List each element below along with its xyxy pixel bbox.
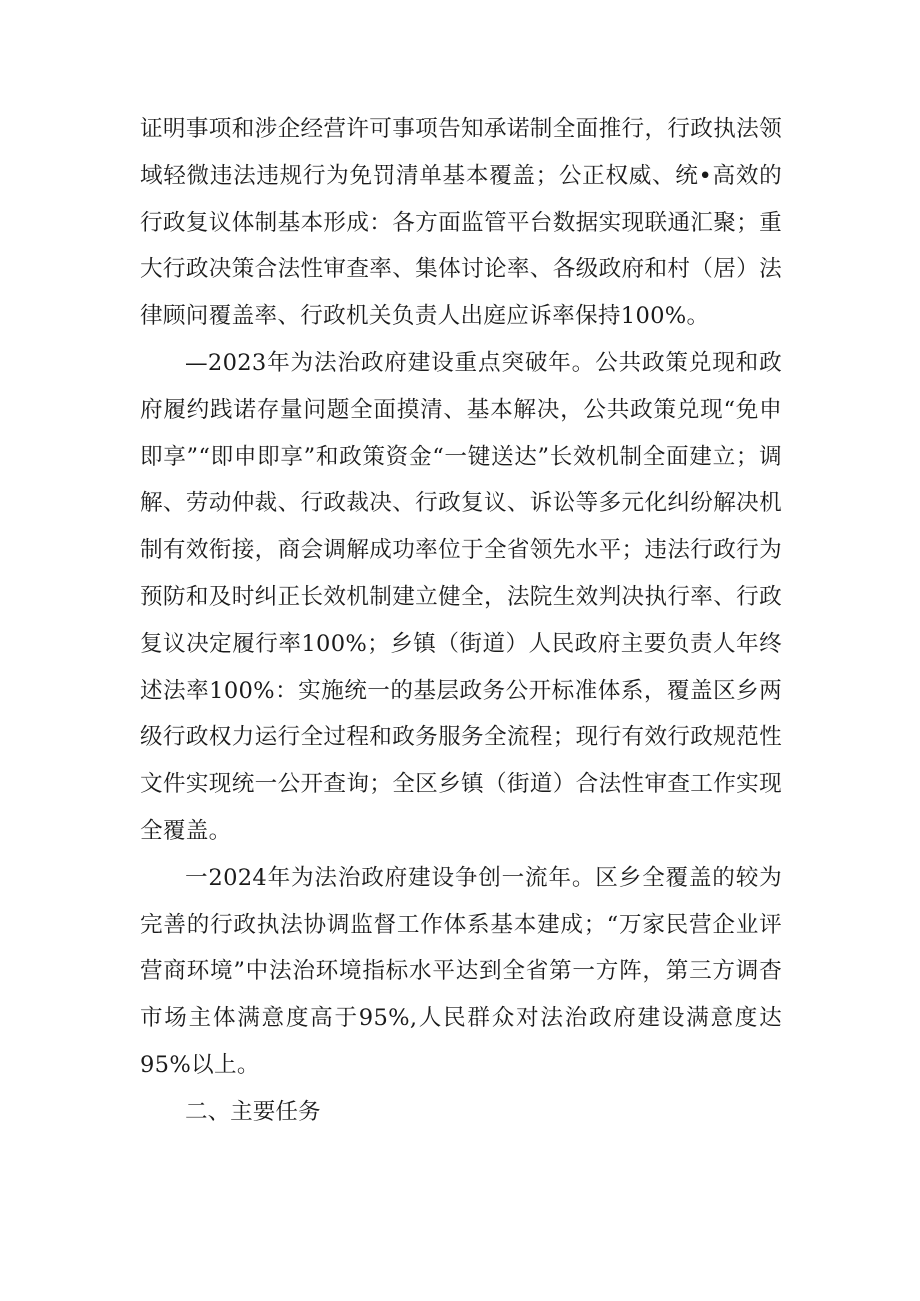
document-body: [140, 106, 782, 1136]
paragraph-continuation: 证明事项和涉企经营许可事项告知承诺制全面推行，行政执法领域轻微违法违规行为免罚清单基本覆盖；公正权威、统•高效的行政复议体制基本形成：各方面监管平台数据实现联通汇聚；重大行政决策合法性审查率、集体讨论率、各级政府和村（居）法律顾问覆盖率、行政机关负责人出庭应诉率保持100%。: [140, 116, 782, 330]
paragraph-2023: —2023年为法治政府建设重点突破年。公共政策兑现和政府履约践诺存量问题全面摸清、基本解决，公共政策兑现“免申即享”“即申即享”和政策资金“一键送达”长效机制全面建立；调解、劳动仲裁、行政裁决、行政复议、诉讼等多元化纠纷解决机制有效衔接，商会调解成功率位于全省领先水平；违法行政行为预防和及时纠正长效机制建立健全，法院生效判决执行率、行政复议决定履行率100%；乡镇（街道）人民政府主要负责人年终述法率100%：实施统一的基层政务公开标准体系，覆盖区乡两级行政权力运行全过程和政务服务全流程；现行有效行政规范性文件实现统一公开查询；全区乡镇（街道）合法性审查工作实现全覆盖。: [140, 349, 782, 844]
section-heading: 二、主要任务: [185, 1098, 321, 1125]
paragraph-2024: 一2024年为法治政府建设争创一流年。区乡全覆盖的较为完善的行政执法协调监督工作体系基本建成；“万家民营企业评营商环境”中法治环境指标水平达到全省第一方阵，第三方调杳市场主体满意度高于95%,人民群众对法治政府建设满意度达95%以上。: [140, 864, 782, 1078]
